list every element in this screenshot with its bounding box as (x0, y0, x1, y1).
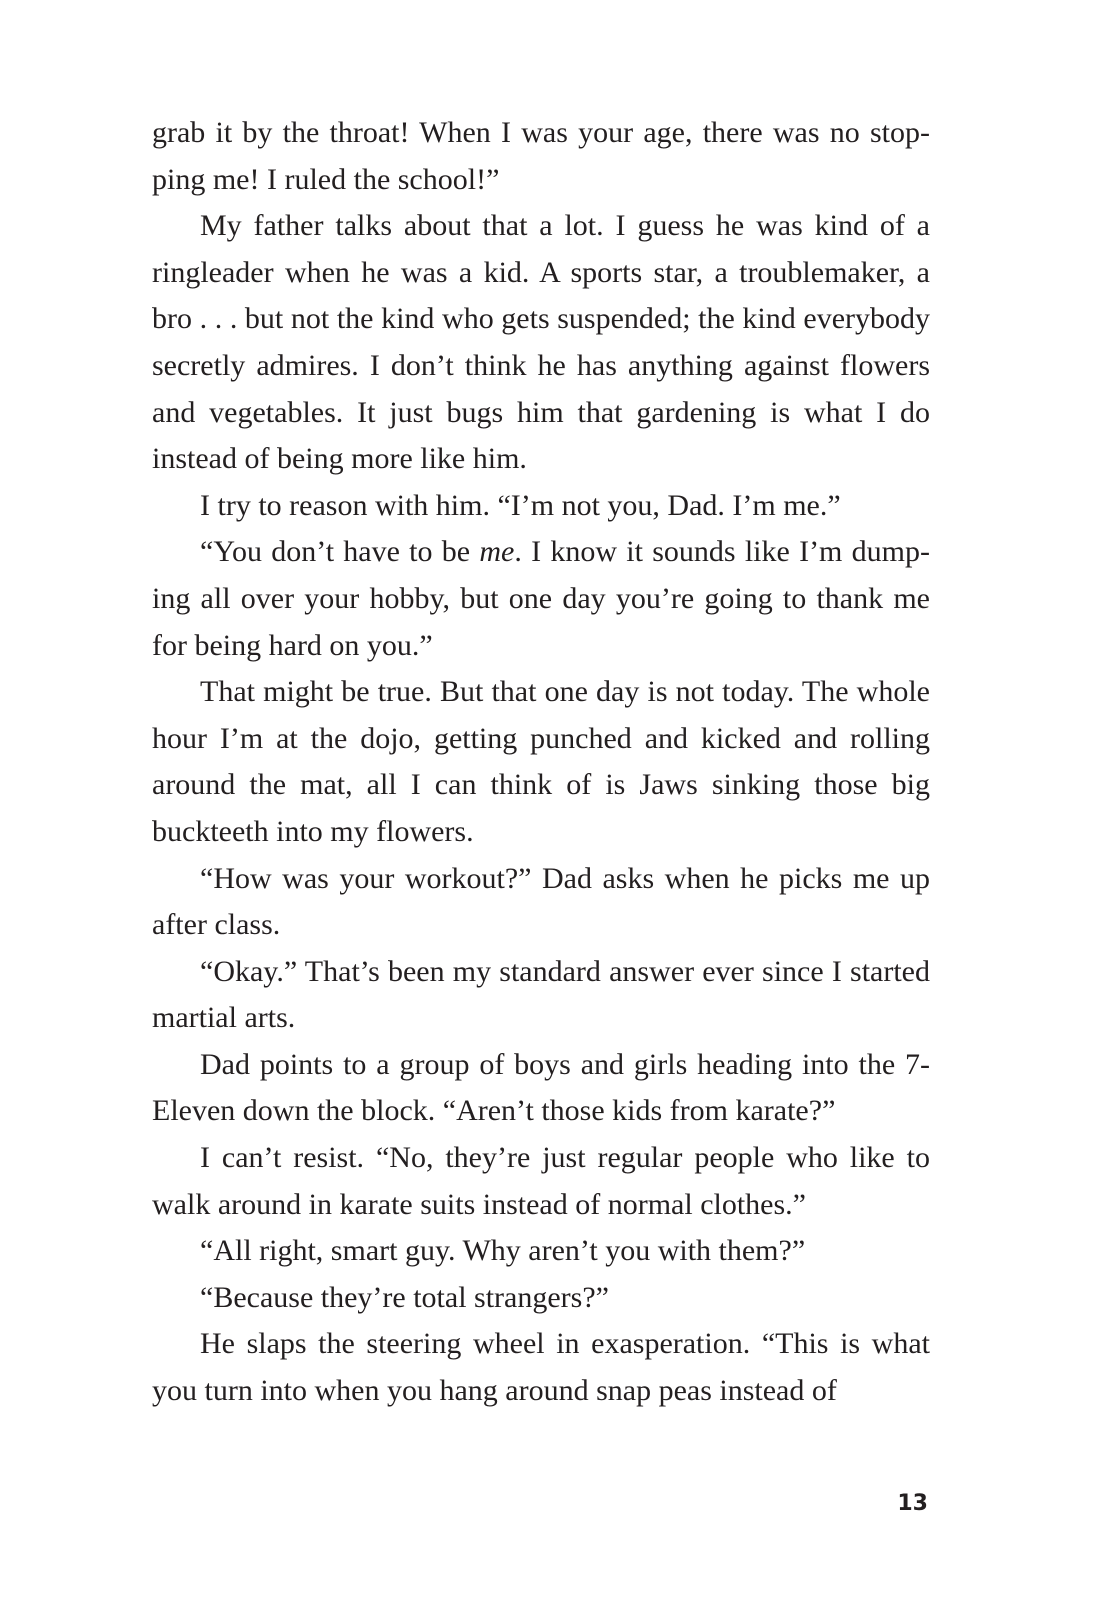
text-run: “You don’t have to be (200, 535, 480, 569)
paragraph (152, 1321, 930, 1414)
text-run: grab it by the throat! When I was your age, there was no stopping me! I ruled the school!” (152, 116, 930, 196)
paragraph (152, 1228, 930, 1275)
paragraph (152, 669, 930, 855)
text-run: My father talks about that a lot. I guess he was kind of a ringleader when he was a kid. A sports star, a troublemaker, a bro . . . but not the kind who gets suspended; the kind everybody secretly admires. I don’t think he has anything against flowers and vegetables. It just bugs him that gardening is what I do instead of being more like him. (152, 209, 930, 476)
paragraph (152, 1275, 930, 1322)
page-number: 13 (897, 1491, 928, 1516)
text-run: “Because they’re total strangers?” (200, 1280, 609, 1314)
text-run: I can’t resist. “No, they’re just regular people who like to walk around in karate suits instead of normal clothes.” (152, 1141, 930, 1221)
paragraph (152, 856, 930, 949)
text-run: “Okay.” That’s been my standard answer ever since I started martial arts. (152, 954, 930, 1035)
paragraph (152, 949, 930, 1042)
paragraph (152, 203, 930, 483)
paragraph (152, 529, 930, 669)
text-run: I try to reason with him. “I’m not you, Dad. I’m me.” (200, 488, 841, 522)
text-run: . I know it sounds like I’m dumping all over your hobby, but one day you’re going to thank me for being hard on you.” (152, 535, 930, 662)
text-run: “All right, smart guy. Why aren’t you with them?” (200, 1234, 806, 1268)
body-text (152, 110, 930, 1415)
text-run: “How was your workout?” Dad asks when he picks me up after class. (152, 861, 930, 942)
paragraph (152, 1042, 930, 1135)
text-run: He slaps the steering wheel in exasperation. “This is what you turn into when you hang around snap peas instead of (152, 1327, 930, 1408)
italic-text: me (479, 535, 515, 569)
text-run: Dad points to a group of boys and girls heading into the 7-Eleven down the block. “Aren’t those kids from karate?” (152, 1047, 930, 1128)
text-run: That might be true. But that one day is not today. The whole hour I’m at the dojo, getting punched and kicked and rolling around the mat, all I can think of is Jaws sinking those big buckteeth into my flowers. (152, 675, 930, 848)
paragraph (152, 1135, 930, 1228)
paragraph (152, 483, 930, 530)
paragraph (152, 110, 930, 203)
